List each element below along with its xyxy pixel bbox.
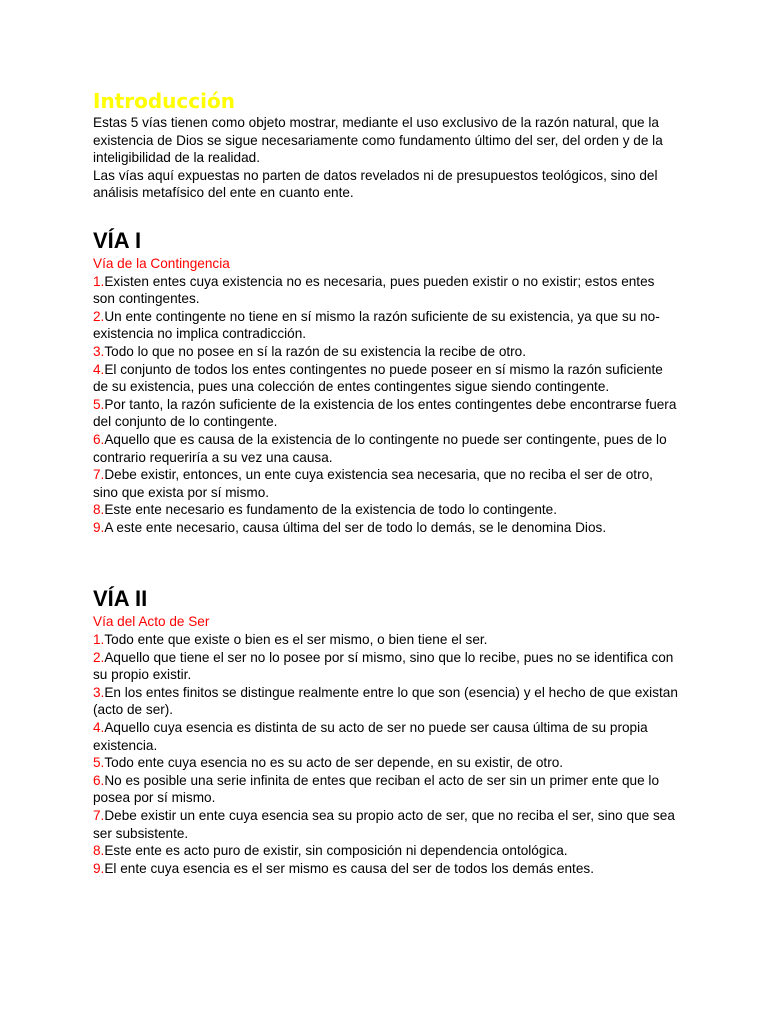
via-2-step-3 xyxy=(93,684,678,719)
via-1-step-1 xyxy=(93,273,678,308)
via-1-step-5 xyxy=(93,396,678,431)
document-page xyxy=(93,88,678,877)
step-number: 3. xyxy=(93,684,105,700)
step-text: Aquello que es causa de la existencia de lo contingente no puede ser contingente, pues de lo contrario requeriría a su vez una causa. xyxy=(93,431,667,465)
via-1-subtitle: Vía de la Contingencia xyxy=(93,255,230,271)
step-text: En los entes finitos se distingue realmente entre lo que son (esencia) y el hecho de que existan (acto de ser). xyxy=(93,684,678,718)
step-number: 9. xyxy=(93,860,105,876)
step-text: El conjunto de todos los entes contingentes no puede poseer en sí mismo la razón suficiente de su existencia, pues una colección de entes contingentes sigue siendo contingente. xyxy=(93,361,663,395)
via-1-step-6 xyxy=(93,431,678,466)
step-text: Este ente es acto puro de existir, sin composición ni dependencia ontológica. xyxy=(104,843,568,859)
via-1-step-2 xyxy=(93,308,678,343)
step-text: No es posible una serie infinita de entes que reciban el acto de ser sin un primer ente que lo posea por sí mismo. xyxy=(93,772,660,806)
via-2-title: VÍA II xyxy=(93,586,148,612)
via-1-step-8 xyxy=(93,501,678,519)
step-number: 5. xyxy=(93,396,105,412)
step-number: 6. xyxy=(93,772,105,788)
via-2-step-7 xyxy=(93,807,678,842)
via-2-step-1 xyxy=(93,631,678,649)
step-text: A este ente necesario, causa última del ser de todo lo demás, se le denomina Dios. xyxy=(104,519,607,535)
via-2-subtitle: Vía del Acto de Ser xyxy=(93,614,210,630)
introduction-paragraph-1: Estas 5 vías tienen como objeto mostrar, mediante el uso exclusivo de la razón natural, que la existencia de Dios se sigue necesariamente como fundamento último del ser, del orden y de la inteligibilidad de la realidad. xyxy=(93,115,663,166)
step-number: 9. xyxy=(93,519,105,535)
step-number: 4. xyxy=(93,361,105,377)
via-2-step-2 xyxy=(93,649,678,684)
step-text: Este ente necesario es fundamento de la existencia de todo lo contingente. xyxy=(104,502,558,518)
step-number: 3. xyxy=(93,343,105,359)
step-text: Debe existir un ente cuya esencia sea su propio acto de ser, que no reciba el ser, sino que sea ser subsistente. xyxy=(93,808,675,841)
step-text: Todo ente que existe o bien es el ser mismo, o bien tiene el ser. xyxy=(104,632,488,648)
step-text: Aquello cuya esencia es distinta de su acto de ser no puede ser causa última de su propia existencia. xyxy=(93,720,648,753)
step-text: Debe existir, entonces, un ente cuya existencia sea necesaria, que no reciba el ser de otro, sino que exista por sí mismo. xyxy=(93,467,653,500)
via-1-title: VÍA I xyxy=(93,227,142,253)
via-2-step-6 xyxy=(93,772,678,807)
step-text: Un ente contingente no tiene en sí mismo la razón suficiente de su existencia, ya que su no-existencia no implica contradicción. xyxy=(93,308,660,342)
step-number: 7. xyxy=(93,808,105,823)
step-number: 1. xyxy=(93,273,105,289)
via-2-step-5 xyxy=(93,754,678,772)
step-number: 8. xyxy=(93,843,105,859)
step-number: 7. xyxy=(93,467,105,483)
step-number: 8. xyxy=(93,502,105,518)
step-text: Todo lo que no posee en sí la razón de su existencia la recibe de otro. xyxy=(104,343,527,359)
via-1-step-7 xyxy=(93,466,678,501)
introduction-paragraph-2: Las vías aquí expuestas no parten de datos revelados ni de presupuestos teológicos, sino del análisis metafísico del ente en cuanto ente. xyxy=(93,167,658,201)
via-2-step-8 xyxy=(93,842,678,860)
via-2-step-4 xyxy=(93,719,678,754)
via-2-steps xyxy=(93,631,678,877)
step-number: 5. xyxy=(93,755,105,771)
step-number: 4. xyxy=(93,720,105,736)
introduction-title: Introducción xyxy=(93,89,235,113)
via-1-step-3 xyxy=(93,343,678,361)
step-text: Por tanto, la razón suficiente de la existencia de los entes contingentes debe encontrarse fuera del conjunto de lo contingente. xyxy=(93,396,677,430)
step-number: 1. xyxy=(93,632,105,648)
via-2-step-9 xyxy=(93,860,678,878)
via-1-step-4 xyxy=(93,361,678,396)
via-1-steps xyxy=(93,273,678,537)
step-text: El ente cuya esencia es el ser mismo es causa del ser de todos los demás entes. xyxy=(104,860,594,876)
via-1-step-9 xyxy=(93,519,678,537)
step-number: 2. xyxy=(93,649,105,665)
step-text: Aquello que tiene el ser no lo posee por sí mismo, sino que lo recibe, pues no se identifica con su propio existir. xyxy=(93,649,674,683)
step-number: 2. xyxy=(93,308,105,324)
step-text: Todo ente cuya esencia no es su acto de ser depende, en su existir, de otro. xyxy=(104,755,564,771)
step-text: Existen entes cuya existencia no es necesaria, pues pueden existir o no existir; estos entes son contingentes. xyxy=(93,273,655,307)
step-number: 6. xyxy=(93,431,105,447)
